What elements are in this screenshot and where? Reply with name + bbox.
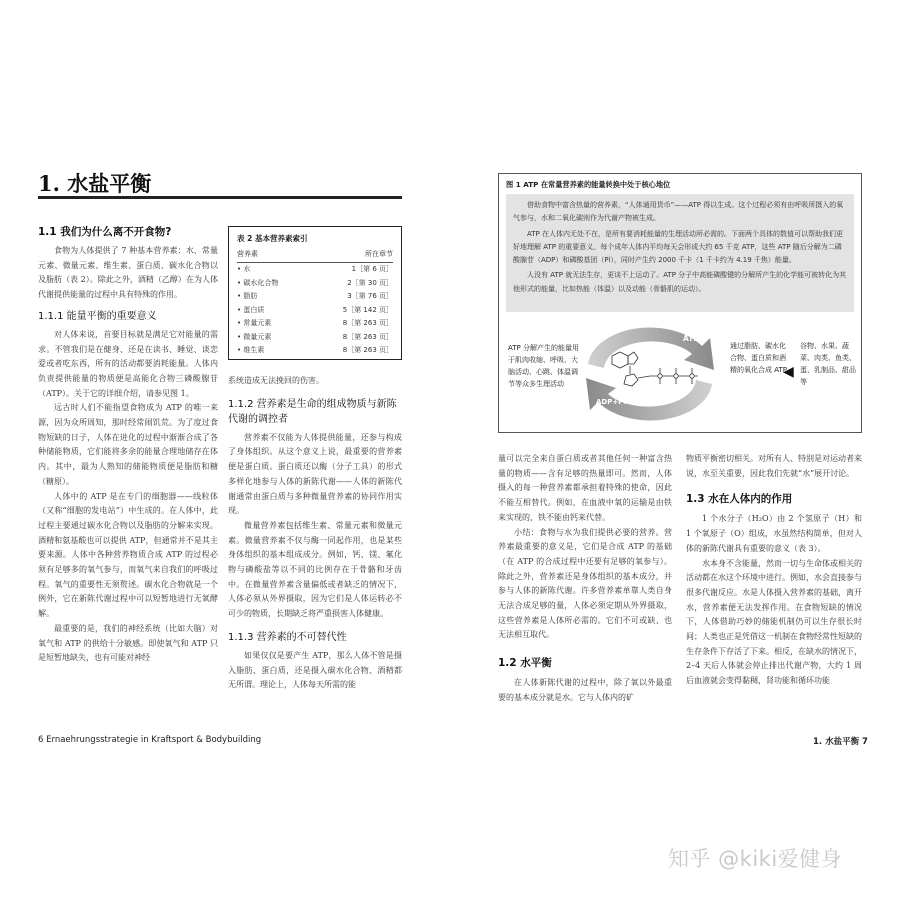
paragraph-col2-top: 系统造成无法挽回的伤害。: [228, 376, 324, 385]
row-ref: 5［第 142 页］: [342, 305, 393, 314]
table-row: [237, 331, 393, 345]
table-2-col-chapter: 所在章节: [365, 250, 393, 258]
table-row: [237, 290, 393, 304]
paragraph-r2-a: 物质平衡密切相关。对所有人、特别是对运动者来说，水至关重要，因此我们先就“水”展开讨论。: [686, 454, 862, 478]
heading-1-1: 1.1 我们为什么离不开食物?: [38, 226, 172, 238]
paragraph-r1-a: 量可以完全来自蛋白质或者其他任何一种富含热量的物质——含有足够的热量即可。然而，人体摄入的每一种营养素都承担着特殊的使命，因此不能互相替代。例如，在血液中氧的运输是由铁来实现的，铁不能由钙来代替。: [498, 454, 672, 522]
table-2-caption: 表 2 基本营养素索引: [237, 234, 308, 243]
figure-1-textbox: [506, 194, 854, 312]
row-ref: 3［第 76 页］: [347, 292, 393, 300]
figure-1-text-3: 人没有 ATP 就无法生存，更谈不上运动了。ATP 分子中高能磷酸键的分解所产生的化学能可被转化为其他形式的能量，比如热能（体温）以及动能（骨骼肌的运动）。: [513, 271, 847, 293]
paragraph-1-1-1-b: 远古时人们不能指望食物成为 ATP 的唯一来源，因为众所周知，那时经常闹饥荒。为了度过食物短缺的日子，人体在进化的过程中渐渐合成了各种储能物质，它们能将多余的能量合理地储存在体内。其中，最为人熟知的储能物质便是脂肪和糖（糖原）。: [38, 403, 218, 486]
heading-1-1-3: 1.1.3 营养素的不可替代性: [228, 631, 347, 643]
row-name: • 维生素: [237, 346, 265, 354]
atp-label: ATP: [683, 334, 699, 343]
figure-1-text-2: ATP 在人体内无处不在，是所有要消耗能量的生理活动所必需的。下面两个具体的数值可以帮助我们更好地理解 ATP 的重要意义。每个成年人体内平均每天会形成大约 65 千克 ATP，这些 ATP 随后分解为二磷酸腺苷（ADP）和磷酸基团（Pi），同时产生约 2000 千卡（1 千卡约为 4.19 千焦）能量。: [513, 229, 843, 265]
paragraph-1-1: 食物为人体提供了 7 种基本营养素：水、常量元素、微量元素、维生素、蛋白质、碳水化合物以及脂肪（表 2）。除此之外，酒精（乙醇）在为人体代谢提供能量的过程中具有特殊的作用。: [38, 246, 218, 300]
table-row: [237, 277, 393, 291]
paragraph-1-1-1-c: 人体中的 ATP 是在专门的细胞器——线粒体（又称“细胞的发电站”）中生成的。在人体中，此过程主要通过碳水化合物以及脂肪的分解来实现。酒精和氨基酸也可以提供 ATP，但通常并不是其主要来源。人体中各种营养物质合成 ATP 的过程必须有足够多的氧气参与，而氧气来自我们的呼吸过程。氧气的重要性无须赘述。碳水化合物就是一个例外，它在新陈代谢过程中可以短暂地进行无氧酵解。: [38, 491, 218, 619]
footer-right: 1. 水盐平衡 7: [813, 737, 868, 747]
row-ref: 8［第 263 页］: [342, 332, 393, 341]
table-row: [237, 304, 393, 318]
atp-molecule-icon: [612, 352, 698, 386]
title-rule: [38, 196, 402, 199]
heading-1-1-2: 1.1.2 营养素是生命的组成物质与新陈代谢的调控者: [228, 398, 397, 425]
table-row: [237, 317, 393, 331]
adp-label: ADP+Pi: [596, 398, 626, 406]
paragraph-1-3-a: 1 个水分子（H₂O）由 2 个氢原子（H）和 1 个氧原子（O）组成，水虽然结构简单，但对人体的新陈代谢具有重要的意义（表 3）。: [686, 514, 862, 553]
heading-1-1-1: 1.1.1 能量平衡的重要意义: [38, 310, 157, 322]
watermark: 知乎 @kiki爱健身: [668, 847, 843, 871]
row-name: • 水: [237, 265, 251, 273]
heading-1-3: 1.3 水在人体内的作用: [686, 493, 793, 506]
paragraph-summary: 小结：食物与水为我们提供必要的营养。营养素最重要的意义是，它们是合成 ATP 的基础（在 ATP 的合成过程中还要有足够的氧参与）。除此之外，营养素还是身体组织的基本成分，并参与人体的新陈代谢。许多营养素单靠人类自身无法合成足够的量，人体必须定期从外界摄取，这些营养素是人体所必需的。它们不可或缺、也无法相互取代。: [498, 527, 672, 640]
left-arrow-icon: ◀: [783, 364, 794, 380]
row-name: • 碳水化合物: [237, 278, 279, 287]
row-name: • 微量元素: [237, 332, 272, 341]
row-ref: 8［第 263 页］: [342, 319, 393, 327]
paragraph-1-1-2-b: 微量营养素包括维生素、常量元素和微量元素。微量营养素不仅与酶一同起作用，也是某些身体组织的基本组成成分。例如，钙、镁、氟化物与磷酸盐等以不同的比例存在于骨骼和牙齿中。在微量营养素含量偏低或者缺乏的情况下，人体必须从外界摄取，因为它们是人体运转必不可少的物质，长期缺乏将严重损害人体健康。: [228, 520, 402, 619]
paragraph-1-1-1-a: 对人体来说，首要目标就是满足它对能量的需求。不管我们是在健身、还是在读书、睡觉、谈恋爱或者吃东西，所有的活动都要消耗能量。人体内负责提供能量的物质便是高能化合物三磷酸腺苷（ATP）。关于它的详细介绍，请参见图 1。: [38, 329, 218, 398]
row-name: • 蛋白质: [237, 305, 265, 314]
table-row: [237, 344, 393, 358]
table-2-col-nutrient: 营养素: [237, 250, 258, 258]
figure-left-label: ATP 分解产生的能量用于肌肉收缩、呼吸、大脑活动、心跳、体温调节等众多生理活动: [508, 344, 579, 388]
row-ref: 8［第 263 页］: [342, 346, 393, 354]
figure-right-label: 谷物、水果、蔬菜、肉类、鱼类、蛋、乳制品、甜品等: [800, 342, 856, 386]
row-ref: 2［第 30 页］: [347, 278, 393, 287]
atp-cycle-diagram: [570, 318, 730, 430]
figure-1-caption: 图 1 ATP 在常量营养素的能量转换中处于核心地位: [506, 180, 671, 189]
heading-1-2: 1.2 水平衡: [498, 657, 552, 670]
table-2: [228, 226, 402, 360]
row-name: • 脂肪: [237, 292, 258, 300]
paragraph-1-1-1-d: 最重要的是，我们的神经系统（比如大脑）对氧气和 ATP 的供给十分敏感。即使氧气和 ATP 只是短暂地缺失，也有可能对神经: [38, 623, 218, 663]
paragraph-1-1-3: 如果仅仅是要产生 ATP，那么人体不管是摄入脂肪、蛋白质，还是摄入碳水化合物、酒精都无所谓。理论上，人体每天所需的能: [228, 650, 402, 690]
chapter-title: 1. 水盐平衡: [38, 171, 152, 196]
paragraph-1-2: 在人体新陈代谢的过程中，除了氧以外最重要的基本成分就是水。它与人体内的矿: [498, 678, 672, 702]
figure-middle-label: 通过脂肪、碳水化合物、蛋白质和酒精的氧化合成 ATP: [730, 342, 787, 374]
left-column-1: [38, 224, 218, 666]
table-2-header: [237, 249, 393, 263]
right-column-1: [498, 452, 672, 706]
row-ref: 1［第 6 页］: [351, 265, 393, 273]
table-row: [237, 263, 393, 277]
paragraph-1-1-2-a: 营养素不仅能为人体提供能量，还参与构成了身体组织。从这个意义上说，最重要的营养素便是蛋白质。蛋白质还以酶（分子工具）的形式多样化地参与人体的新陈代谢——人体的新陈代谢通常由蛋白质与多种微量营养素的协同作用实现。: [228, 432, 402, 516]
paragraph-1-3-b: 水本身不含能量，然而一切与生命体或相关的活动都在水这个环境中进行。例如，水会直接参与很多代谢反应。水是人体摄入营养素的基础，离开水，营养素便无法发挥作用。在食物短缺的情况下，人体借助巧妙的储能机制仍可以生存很长时间；人类也正是凭借这一机制在食物经常性短缺的生存条件下存活了下来。相反，在缺水的情况下，2–4 天后人体就会停止排出代谢产物，大约 1 周后血液就会变得黏稠，肾功能和循环功能: [686, 558, 862, 686]
figure-1-text-1: 借助食物中富含热量的营养素，“人体通用货币”——ATP 得以生成。这个过程必须有由呼吸所摄入的氧气参与，水和二氧化碳则作为代谢产物被生成。: [513, 201, 844, 223]
footer-left: 6 Ernaehrungsstrategie in Kraftsport & Bodybuilding: [38, 735, 262, 745]
right-column-2: [686, 452, 862, 689]
row-name: • 常量元素: [237, 319, 272, 327]
left-column-2: [228, 374, 402, 693]
